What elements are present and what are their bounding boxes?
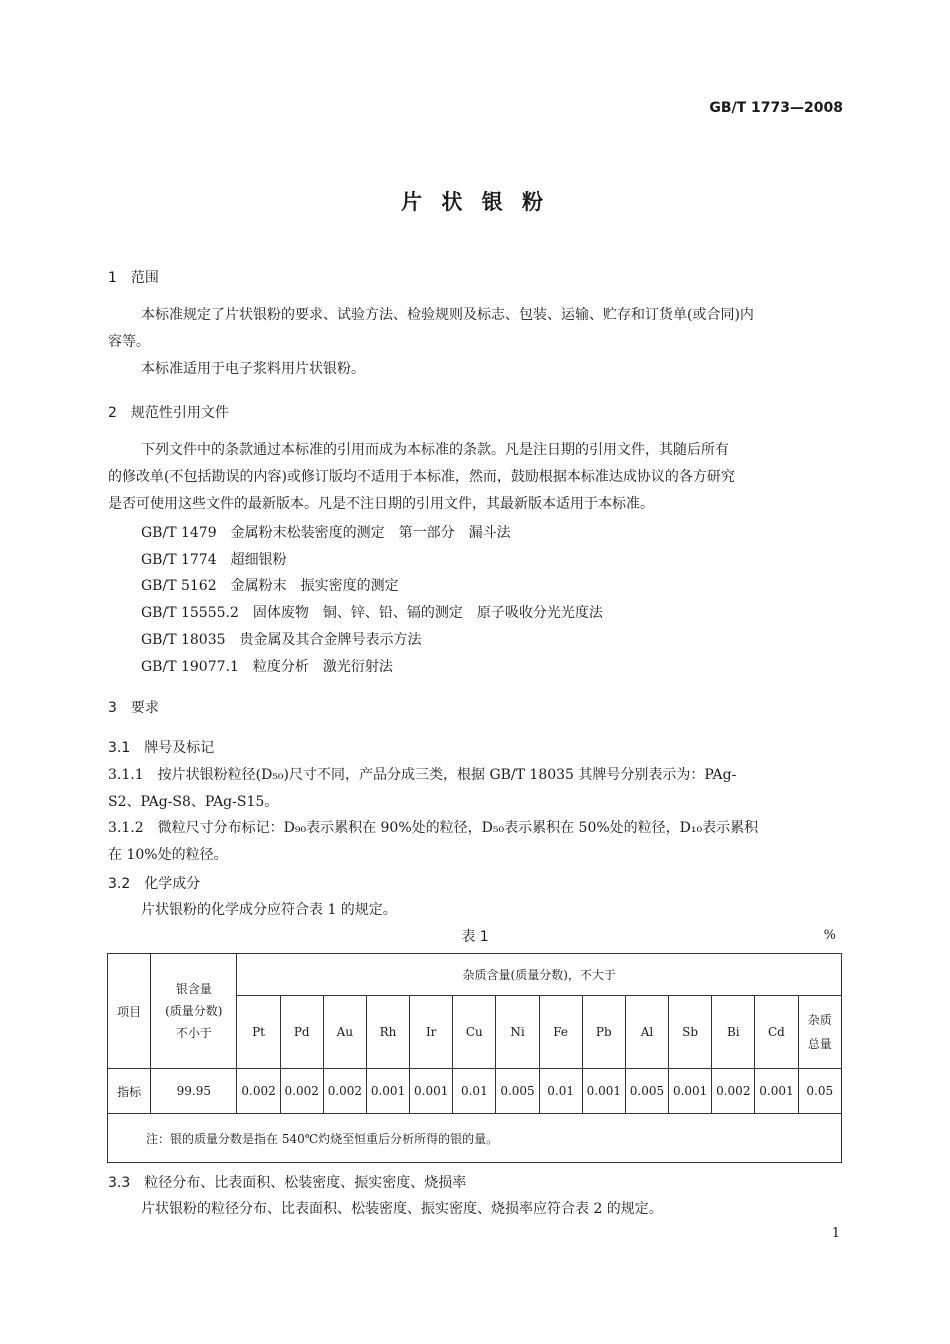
table-caption: 表 1 [461,929,489,945]
value-cell: 0.005 [625,1069,668,1114]
element-header-cell: Pt [237,996,280,1069]
element-header-cell: Ir [410,996,453,1069]
reference-item: GB/T 15555.2 固体废物 铜、锌、铅、镉的测定 原子吸收分光光度法 [141,605,603,621]
reference-item: GB/T 5162 金属粉末 振实密度的测定 [141,578,399,594]
value-cell: 0.01 [453,1069,496,1114]
paragraph-line: 3.1.2 微粒尺寸分布标记：D₉₀表示累积在 90%处的粒径，D₅₀表示累积在 50%处的粒径，D₁₀表示累积 [108,820,759,836]
value-cell: 0.001 [755,1069,798,1114]
paragraph-line: 片状银粉的粒径分布、比表面积、松装密度、振实密度、烧损率应符合表 2 的规定。 [141,1201,663,1217]
paragraph-line: 本标准适用于电子浆料用片状银粉。 [141,361,365,377]
chemical-composition-table [107,953,842,1163]
value-cell: 0.002 [280,1069,323,1114]
paragraph-line: 容等。 [108,334,150,350]
reference-item: GB/T 1774 超细银粉 [141,552,287,568]
value-cell: 0.002 [237,1069,280,1114]
reference-item: GB/T 18035 贵金属及其合金牌号表示方法 [141,632,422,648]
section-heading: 2 规范性引用文件 [108,405,229,421]
paragraph-line: 下列文件中的条款通过本标准的引用而成为本标准的条款。凡是注日期的引用文件，其随后所有 [141,442,729,458]
element-header-cell: Sb [669,996,712,1069]
page-number: 1 [831,1226,840,1241]
paragraph-line: 本标准规定了片状银粉的要求、试验方法、检验规则及标志、包装、运输、贮存和订货单(或合同)内 [141,307,754,323]
element-header-cell: Al [625,996,668,1069]
paragraph-line: S2、PAg-S8、PAg-S15。 [108,794,279,810]
header-line: 总量 [807,1037,832,1051]
table-unit: % [823,928,836,943]
element-header-cell: Cd [755,996,798,1069]
standard-number: GB/T 1773—2008 [709,100,843,116]
header-line: 不小于 [175,1026,212,1040]
paragraph-line: 3.1.1 按片状银粉粒径(D₅₀)尺寸不同，产品分成三类，根据 GB/T 18035 其牌号分别表示为：PAg- [108,767,737,783]
element-header-cell: Bi [712,996,755,1069]
row-label: 指标 [108,1069,151,1114]
section-heading: 1 范围 [108,270,159,286]
element-header-cell: Au [323,996,366,1069]
silver-value-cell: 99.95 [151,1069,237,1114]
element-header-cell: Ni [496,996,539,1069]
paragraph-line: 在 10%处的粒径。 [108,847,228,863]
value-cell: 0.002 [323,1069,366,1114]
total-value-cell: 0.05 [798,1069,841,1114]
value-cell: 0.002 [712,1069,755,1114]
paragraph-line: 片状银粉的化学成分应符合表 1 的规定。 [141,902,397,918]
header-line: 杂质 [807,1013,832,1027]
document-title: 片 状 银 粉 [401,190,549,214]
header-total-impurity [798,996,841,1069]
element-header-cell: Rh [366,996,409,1069]
value-cell: 0.005 [496,1069,539,1114]
element-header-cell: Fe [539,996,582,1069]
paragraph-line: 是否可使用这些文件的最新版本。凡是不注日期的引用文件，其最新版本适用于本标准。 [108,496,654,512]
subsection-heading: 3.3 粒径分布、比表面积、松装密度、振实密度、烧损率 [108,1175,467,1191]
header-item: 项目 [108,954,151,1069]
element-header-cell: Pb [582,996,625,1069]
reference-item: GB/T 1479 金属粉末松装密度的测定 第一部分 漏斗法 [141,525,511,541]
header-line: 银含量 [175,982,212,996]
subsection-heading: 3.2 化学成分 [108,876,201,892]
paragraph-line: 的修改单(不包括勘误的内容)或修订版均不适用于本标准，然而，鼓励根据本标准达成协议的各方研究 [108,469,735,485]
value-cell: 0.001 [410,1069,453,1114]
table-note: 注：银的质量分数是指在 540℃灼烧至恒重后分析所得的银的量。 [108,1114,842,1163]
value-cell: 0.001 [366,1069,409,1114]
value-cell: 0.001 [582,1069,625,1114]
value-cell: 0.001 [669,1069,712,1114]
subsection-heading: 3.1 牌号及标记 [108,740,215,756]
header-impurity: 杂质含量(质量分数)，不大于 [237,954,842,996]
element-header-cell: Cu [453,996,496,1069]
reference-item: GB/T 19077.1 粒度分析 激光衍射法 [141,659,393,675]
element-header-cell: Pd [280,996,323,1069]
header-line: (质量分数) [165,1004,223,1018]
value-cell: 0.01 [539,1069,582,1114]
header-silver-content [151,954,237,1069]
section-heading: 3 要求 [108,700,159,716]
